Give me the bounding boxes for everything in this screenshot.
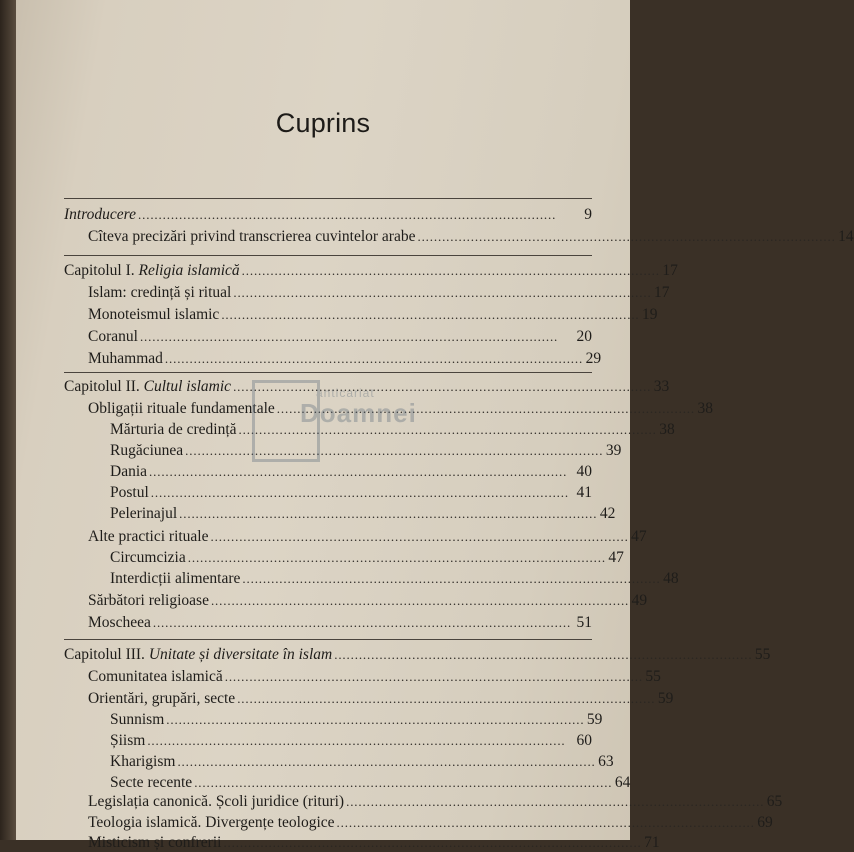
toc-entry-page: 17: [654, 284, 670, 301]
page-title: Cuprins: [275, 108, 371, 138]
toc-entry-label: [64, 262, 240, 280]
toc-entry: [110, 463, 592, 481]
toc-entry-label: Rugăciunea: [110, 442, 184, 459]
section-divider: [64, 639, 592, 640]
toc-entry: [88, 813, 773, 832]
section-divider: [64, 255, 592, 256]
toc-entry: [110, 753, 614, 771]
dot-leader: [188, 549, 604, 567]
dot-leader: [242, 262, 658, 280]
toc-entry-chapter-3: [64, 646, 771, 664]
toc-entry-page: 47: [608, 549, 624, 566]
dot-leader: [417, 228, 833, 246]
dot-leader: [165, 350, 581, 368]
dot-leader: [242, 570, 658, 588]
toc-entry: [110, 570, 679, 588]
toc-entry-label: Teologia islamică. Divergențe teologice: [88, 813, 335, 831]
toc-entry: [88, 228, 854, 246]
toc-entry-page: 29: [585, 350, 602, 367]
toc-entry-page: 33: [653, 378, 670, 395]
toc-entry-page: 55: [645, 668, 661, 685]
toc-entry-label: Islam: credință și ritual: [88, 284, 232, 301]
toc-entry: [110, 549, 624, 567]
watermark-line1: anticariat: [316, 386, 375, 400]
toc-entry-page: 49: [631, 592, 648, 609]
toc-entry-label: Alte practici rituale: [88, 528, 209, 545]
toc-entry-label: Secte recente: [110, 774, 193, 791]
dot-leader: [221, 306, 637, 324]
toc-entry-page: 38: [697, 400, 713, 417]
toc-entry-label: Coranul: [88, 328, 138, 345]
toc-entry-page: 9: [584, 206, 592, 223]
toc-entry-page: 59: [657, 690, 674, 707]
toc-entry: [88, 793, 783, 811]
dot-leader: [147, 732, 572, 750]
dot-leader: [334, 646, 750, 664]
dot-leader: [225, 668, 641, 686]
dot-leader: [239, 421, 655, 439]
dot-leader: [277, 400, 693, 418]
toc-entry: [110, 774, 631, 792]
toc-entry-label: Introducere: [64, 206, 137, 223]
toc-entry-introducere: [64, 206, 592, 224]
toc-entry-label: Kharigism: [110, 753, 176, 770]
toc-entry-label: Misticism și confrerii: [88, 834, 222, 851]
dot-leader: [166, 711, 582, 729]
toc-entry-label: Moscheea: [88, 614, 151, 631]
toc-entry-label: [64, 378, 231, 396]
toc-entry-page: 55: [754, 646, 771, 663]
toc-entry-label: Circumcizia: [110, 549, 186, 566]
dot-leader: [211, 592, 627, 610]
toc-entry-label: Postul: [110, 484, 149, 501]
toc-entry: [110, 505, 616, 523]
chapter-number: Capitolul I.: [64, 262, 135, 279]
toc-entry: [110, 711, 603, 729]
dot-leader: [153, 614, 572, 632]
toc-entry: [88, 528, 647, 546]
toc-entry: [110, 442, 622, 460]
toc-entry-page: 40: [576, 463, 592, 480]
dot-leader: [346, 793, 762, 811]
dot-leader: [237, 690, 653, 708]
toc-entry: [88, 400, 713, 418]
toc-entry-label: Șiism: [110, 732, 146, 749]
dot-leader: [140, 328, 572, 346]
toc-entry-label: Comunitatea islamică: [88, 668, 223, 685]
toc-entry: [88, 614, 592, 632]
toc-entry-page: 65: [766, 793, 783, 810]
toc-entry-page: 38: [659, 421, 675, 438]
toc-entry: [88, 592, 648, 610]
toc-entry-page: 42: [599, 505, 616, 522]
toc-entry-label: Cîteva precizări privind transcrierea cuvintelor arabe: [88, 228, 416, 245]
toc-entry-page: 41: [576, 484, 592, 501]
toc-entry: [88, 328, 592, 346]
toc-entry-label: Sunnism: [110, 711, 165, 728]
watermark-line2: Doamnei: [300, 398, 417, 428]
dot-leader: [211, 528, 627, 546]
toc-entry-page: 64: [614, 774, 631, 791]
toc-entry-page: 71: [644, 834, 660, 851]
toc-entry: [88, 306, 658, 324]
toc-entry-label: [64, 646, 332, 664]
toc-entry-label: Orientări, grupări, secte: [88, 690, 236, 707]
toc-entry-chapter-2: [64, 378, 670, 396]
dot-leader: [185, 442, 601, 460]
toc-entry-page: 20: [576, 328, 592, 345]
book-gutter-edge: [0, 0, 16, 840]
chapter-number: Capitolul II.: [64, 378, 140, 395]
toc-entry-page: 60: [576, 732, 592, 749]
toc-entry-chapter-1: [64, 262, 678, 280]
toc-entry-label: Obligații rituale fundamentale: [88, 400, 275, 417]
section-divider: [64, 198, 592, 199]
dot-leader: [151, 484, 572, 502]
dot-leader: [177, 753, 593, 771]
dot-leader: [149, 463, 572, 481]
dot-leader: [223, 834, 639, 852]
toc-entry-page: 63: [598, 753, 614, 770]
toc-entry: [88, 350, 602, 368]
toc-entry-label: Interdicții alimentare: [110, 570, 241, 587]
dot-leader: [337, 814, 753, 832]
chapter-title: Unitate și diversitate în islam: [148, 646, 333, 663]
toc-entry-page: 48: [663, 570, 679, 587]
chapter-number: Capitolul III.: [64, 646, 145, 663]
toc-entry-label: Legislația canonică. Școli juridice (rituri): [88, 793, 345, 810]
table-of-contents: [16, 0, 854, 851]
toc-entry-page: 51: [576, 614, 592, 631]
toc-entry-page: 59: [586, 711, 603, 728]
toc-entry: [88, 284, 670, 302]
toc-entry: [110, 732, 592, 750]
chapter-title: Cultul islamic: [143, 378, 232, 395]
toc-entry-page: 14: [838, 228, 854, 245]
toc-entry-label: Monoteismul islamic: [88, 306, 220, 323]
dot-leader: [233, 284, 649, 302]
toc-entry-page: 69: [757, 813, 773, 831]
toc-entry-label: Pelerinajul: [110, 505, 178, 522]
toc-entry-page: 47: [631, 528, 647, 545]
toc-entry: [110, 421, 675, 439]
toc-entry-label: Muhammad: [88, 350, 163, 367]
toc-entry-page: 39: [605, 442, 622, 459]
dot-leader: [138, 206, 572, 224]
toc-entry-page: 19: [641, 306, 658, 323]
book-page: [16, 0, 854, 851]
dot-leader: [233, 378, 649, 396]
toc-entry: [88, 690, 674, 708]
toc-entry: [88, 668, 661, 686]
dot-leader: [179, 505, 595, 523]
toc-entry-label: Mărturia de credință: [110, 421, 237, 438]
toc-entry-label: Sărbători religioase: [88, 592, 209, 609]
toc-entry-label: Dania: [110, 463, 148, 480]
section-divider: [64, 372, 592, 373]
dot-leader: [194, 774, 610, 792]
toc-entry: [88, 834, 660, 852]
toc-entry: [110, 484, 592, 502]
chapter-title: Religia islamică: [138, 262, 240, 279]
toc-entry-page: 17: [662, 262, 678, 279]
